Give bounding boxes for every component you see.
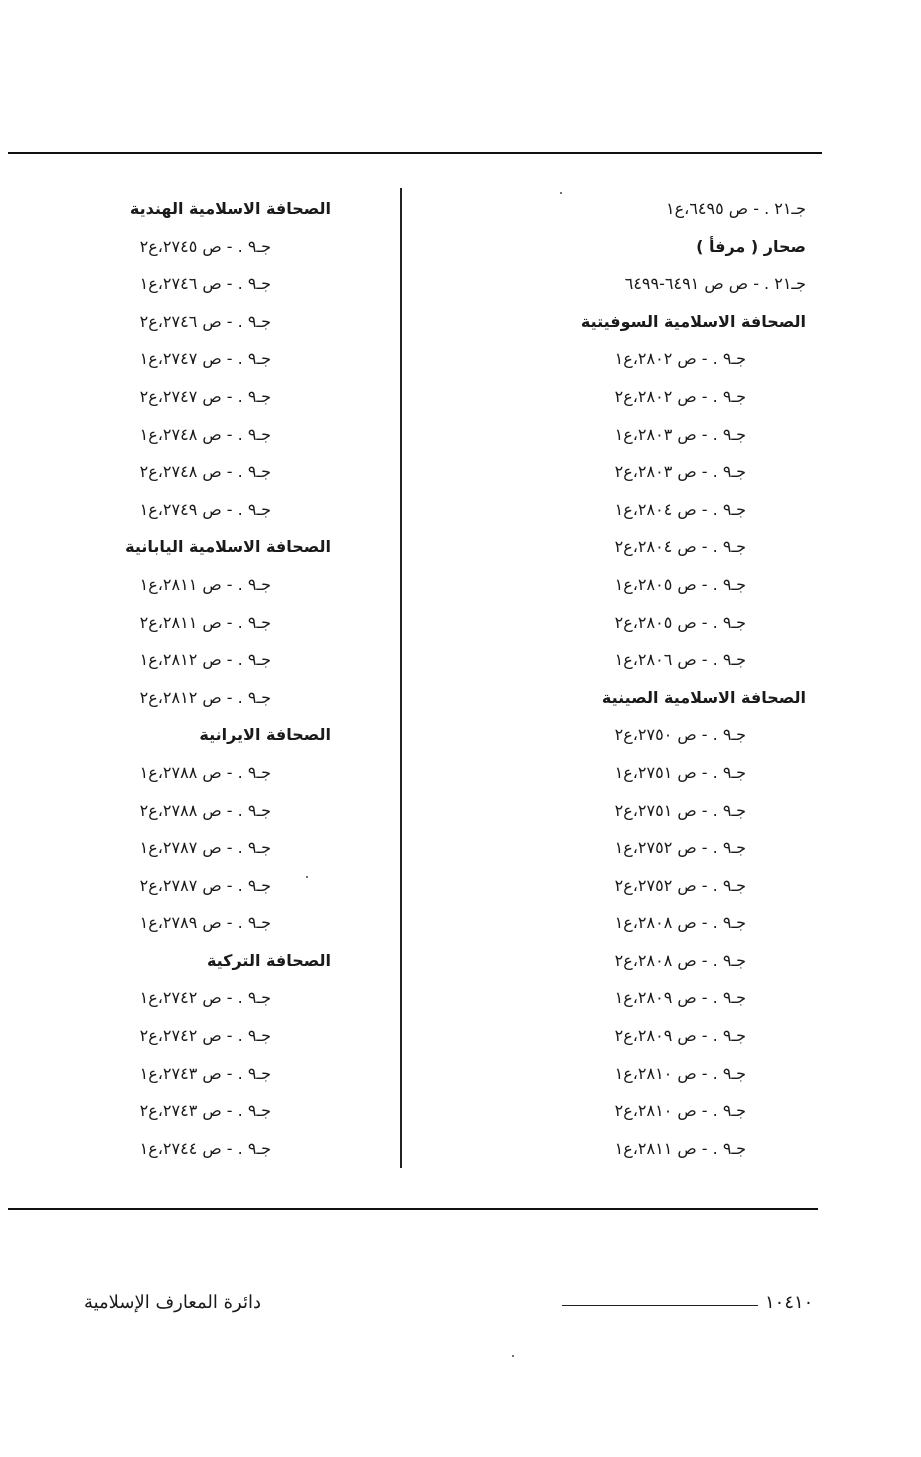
- left-column-entry: جـ٩ . - ص ٢٧٤٢،ع١: [139, 988, 271, 1008]
- right-column-entry: جـ٩ . - ص ٢٨٠٨،ع١: [614, 913, 746, 933]
- right-column-entry: جـ٢١ . - ص ٦٤٩٥،ع١: [666, 199, 806, 218]
- column-divider: [400, 188, 402, 1168]
- print-speck: [306, 876, 308, 878]
- right-column-entry: جـ٩ . - ص ٢٨٠٦،ع١: [614, 650, 746, 670]
- right-column-entry: جـ٩ . - ص ٢٧٥١،ع٢: [614, 800, 746, 820]
- page-footer: [0, 1292, 921, 1322]
- right-column-entry: جـ٩ . - ص ٢٨٠٣،ع٢: [614, 462, 746, 482]
- right-column-entry: جـ٩ . - ص ٢٨٠٨،ع٢: [614, 950, 746, 970]
- bottom-rule: [8, 1208, 818, 1210]
- left-column-entry: جـ٩ . - ص ٢٧٨٩،ع١: [139, 913, 271, 933]
- page-number: ١٠٤١٠: [765, 1292, 814, 1313]
- right-column-entry: جـ٩ . - ص ٢٧٥١،ع١: [614, 762, 746, 782]
- left-column-entry: جـ٩ . - ص ٢٨١٢،ع١: [139, 650, 271, 670]
- left-column-entry: جـ٩ . - ص ٢٧٤٦،ع١: [139, 274, 271, 294]
- left-column-entry: جـ٩ . - ص ٢٨١٢،ع٢: [139, 687, 271, 707]
- right-column-entry: جـ٩ . - ص ٢٨٠٩،ع٢: [614, 1026, 746, 1046]
- right-column-entry: جـ٩ . - ص ٢٨١٠،ع١: [614, 1063, 746, 1083]
- right-column-entry: جـ٩ . - ص ٢٨٠٣،ع١: [614, 424, 746, 444]
- right-column-entry: جـ٩ . - ص ٢٧٥٠،ع٢: [614, 725, 746, 745]
- left-column-heading: الصحافة الاسلامية اليابانية: [125, 537, 331, 557]
- print-speck: [512, 1355, 514, 1357]
- left-column-entry: جـ٩ . - ص ٢٧٤٧،ع٢: [139, 386, 271, 406]
- left-column-entry: جـ٩ . - ص ٢٨١١،ع١: [139, 574, 271, 594]
- right-column-entry: جـ٩ . - ص ٢٨٠٥،ع١: [614, 574, 746, 594]
- right-column-heading: صحار ( مرفأ ): [696, 236, 806, 256]
- right-column-entry: جـ٩ . - ص ٢٨٠٢،ع١: [614, 349, 746, 369]
- left-column-entry: جـ٩ . - ص ٢٧٨٨،ع١: [139, 762, 271, 782]
- left-column-heading: الصحافة الاسلامية الهندية: [129, 199, 331, 218]
- right-column-entry: جـ٩ . - ص ٢٨٠٤،ع٢: [614, 537, 746, 557]
- right-column: [516, 190, 806, 1167]
- right-column-entry: جـ٩ . - ص ٢٨٠٩،ع١: [614, 988, 746, 1008]
- left-column-entry: جـ٩ . - ص ٢٧٤٩،ع١: [139, 499, 271, 519]
- right-column-entry: جـ٩ . - ص ٢٨٠٥،ع٢: [614, 612, 746, 632]
- left-column-entry: جـ٩ . - ص ٢٧٤٥،ع٢: [139, 236, 271, 256]
- left-column-entry: جـ٩ . - ص ٢٨١١،ع٢: [139, 612, 271, 632]
- left-column-entry: جـ٩ . - ص ٢٧٤٣،ع٢: [139, 1101, 271, 1121]
- right-column-heading: الصحافة الاسلامية السوفيتية: [580, 311, 806, 331]
- footer-rule-right: [562, 1305, 758, 1306]
- right-column-entry: جـ٩ . - ص ٢٨٠٢،ع٢: [614, 386, 746, 406]
- left-column-heading: الصحافة الايرانية: [199, 725, 331, 745]
- left-column-entry: جـ٩ . - ص ٢٧٤٨،ع١: [139, 424, 271, 444]
- left-column-entry: جـ٩ . - ص ٢٧٨٧،ع٢: [139, 875, 271, 895]
- left-column-entry: جـ٩ . - ص ٢٧٨٨،ع٢: [139, 800, 271, 820]
- print-speck: [560, 192, 562, 194]
- left-column-entry: جـ٩ . - ص ٢٧٤٤،ع١: [139, 1138, 271, 1158]
- left-column-entry: جـ٩ . - ص ٢٧٤٧،ع١: [139, 349, 271, 369]
- left-column-entry: جـ٩ . - ص ٢٧٨٧،ع١: [139, 838, 271, 858]
- left-column-heading: الصحافة التركية: [206, 950, 331, 970]
- right-column-entry: جـ٢١ . - ص ص ٦٤٩١-٦٤٩٩: [624, 274, 806, 294]
- right-column-entry: جـ٩ . - ص ٢٧٥٢،ع١: [614, 838, 746, 858]
- right-column-entry: جـ٩ . - ص ٢٨١٠،ع٢: [614, 1101, 746, 1121]
- right-column-entry: جـ٩ . - ص ٢٨١١،ع١: [614, 1138, 746, 1158]
- publication-title: دائرة المعارف الإسلامية: [83, 1292, 261, 1313]
- left-column-entry: جـ٩ . - ص ٢٧٤٦،ع٢: [139, 311, 271, 331]
- left-column: [71, 190, 331, 1167]
- right-column-entry: جـ٩ . - ص ٢٧٥٢،ع٢: [614, 875, 746, 895]
- left-column-entry: جـ٩ . - ص ٢٧٤٢،ع٢: [139, 1026, 271, 1046]
- right-column-heading: الصحافة الاسلامية الصينية: [601, 687, 806, 707]
- top-rule: [8, 152, 822, 154]
- left-column-entry: جـ٩ . - ص ٢٧٤٣،ع١: [139, 1063, 271, 1083]
- left-column-entry: جـ٩ . - ص ٢٧٤٨،ع٢: [139, 462, 271, 482]
- right-column-entry: جـ٩ . - ص ٢٨٠٤،ع١: [614, 499, 746, 519]
